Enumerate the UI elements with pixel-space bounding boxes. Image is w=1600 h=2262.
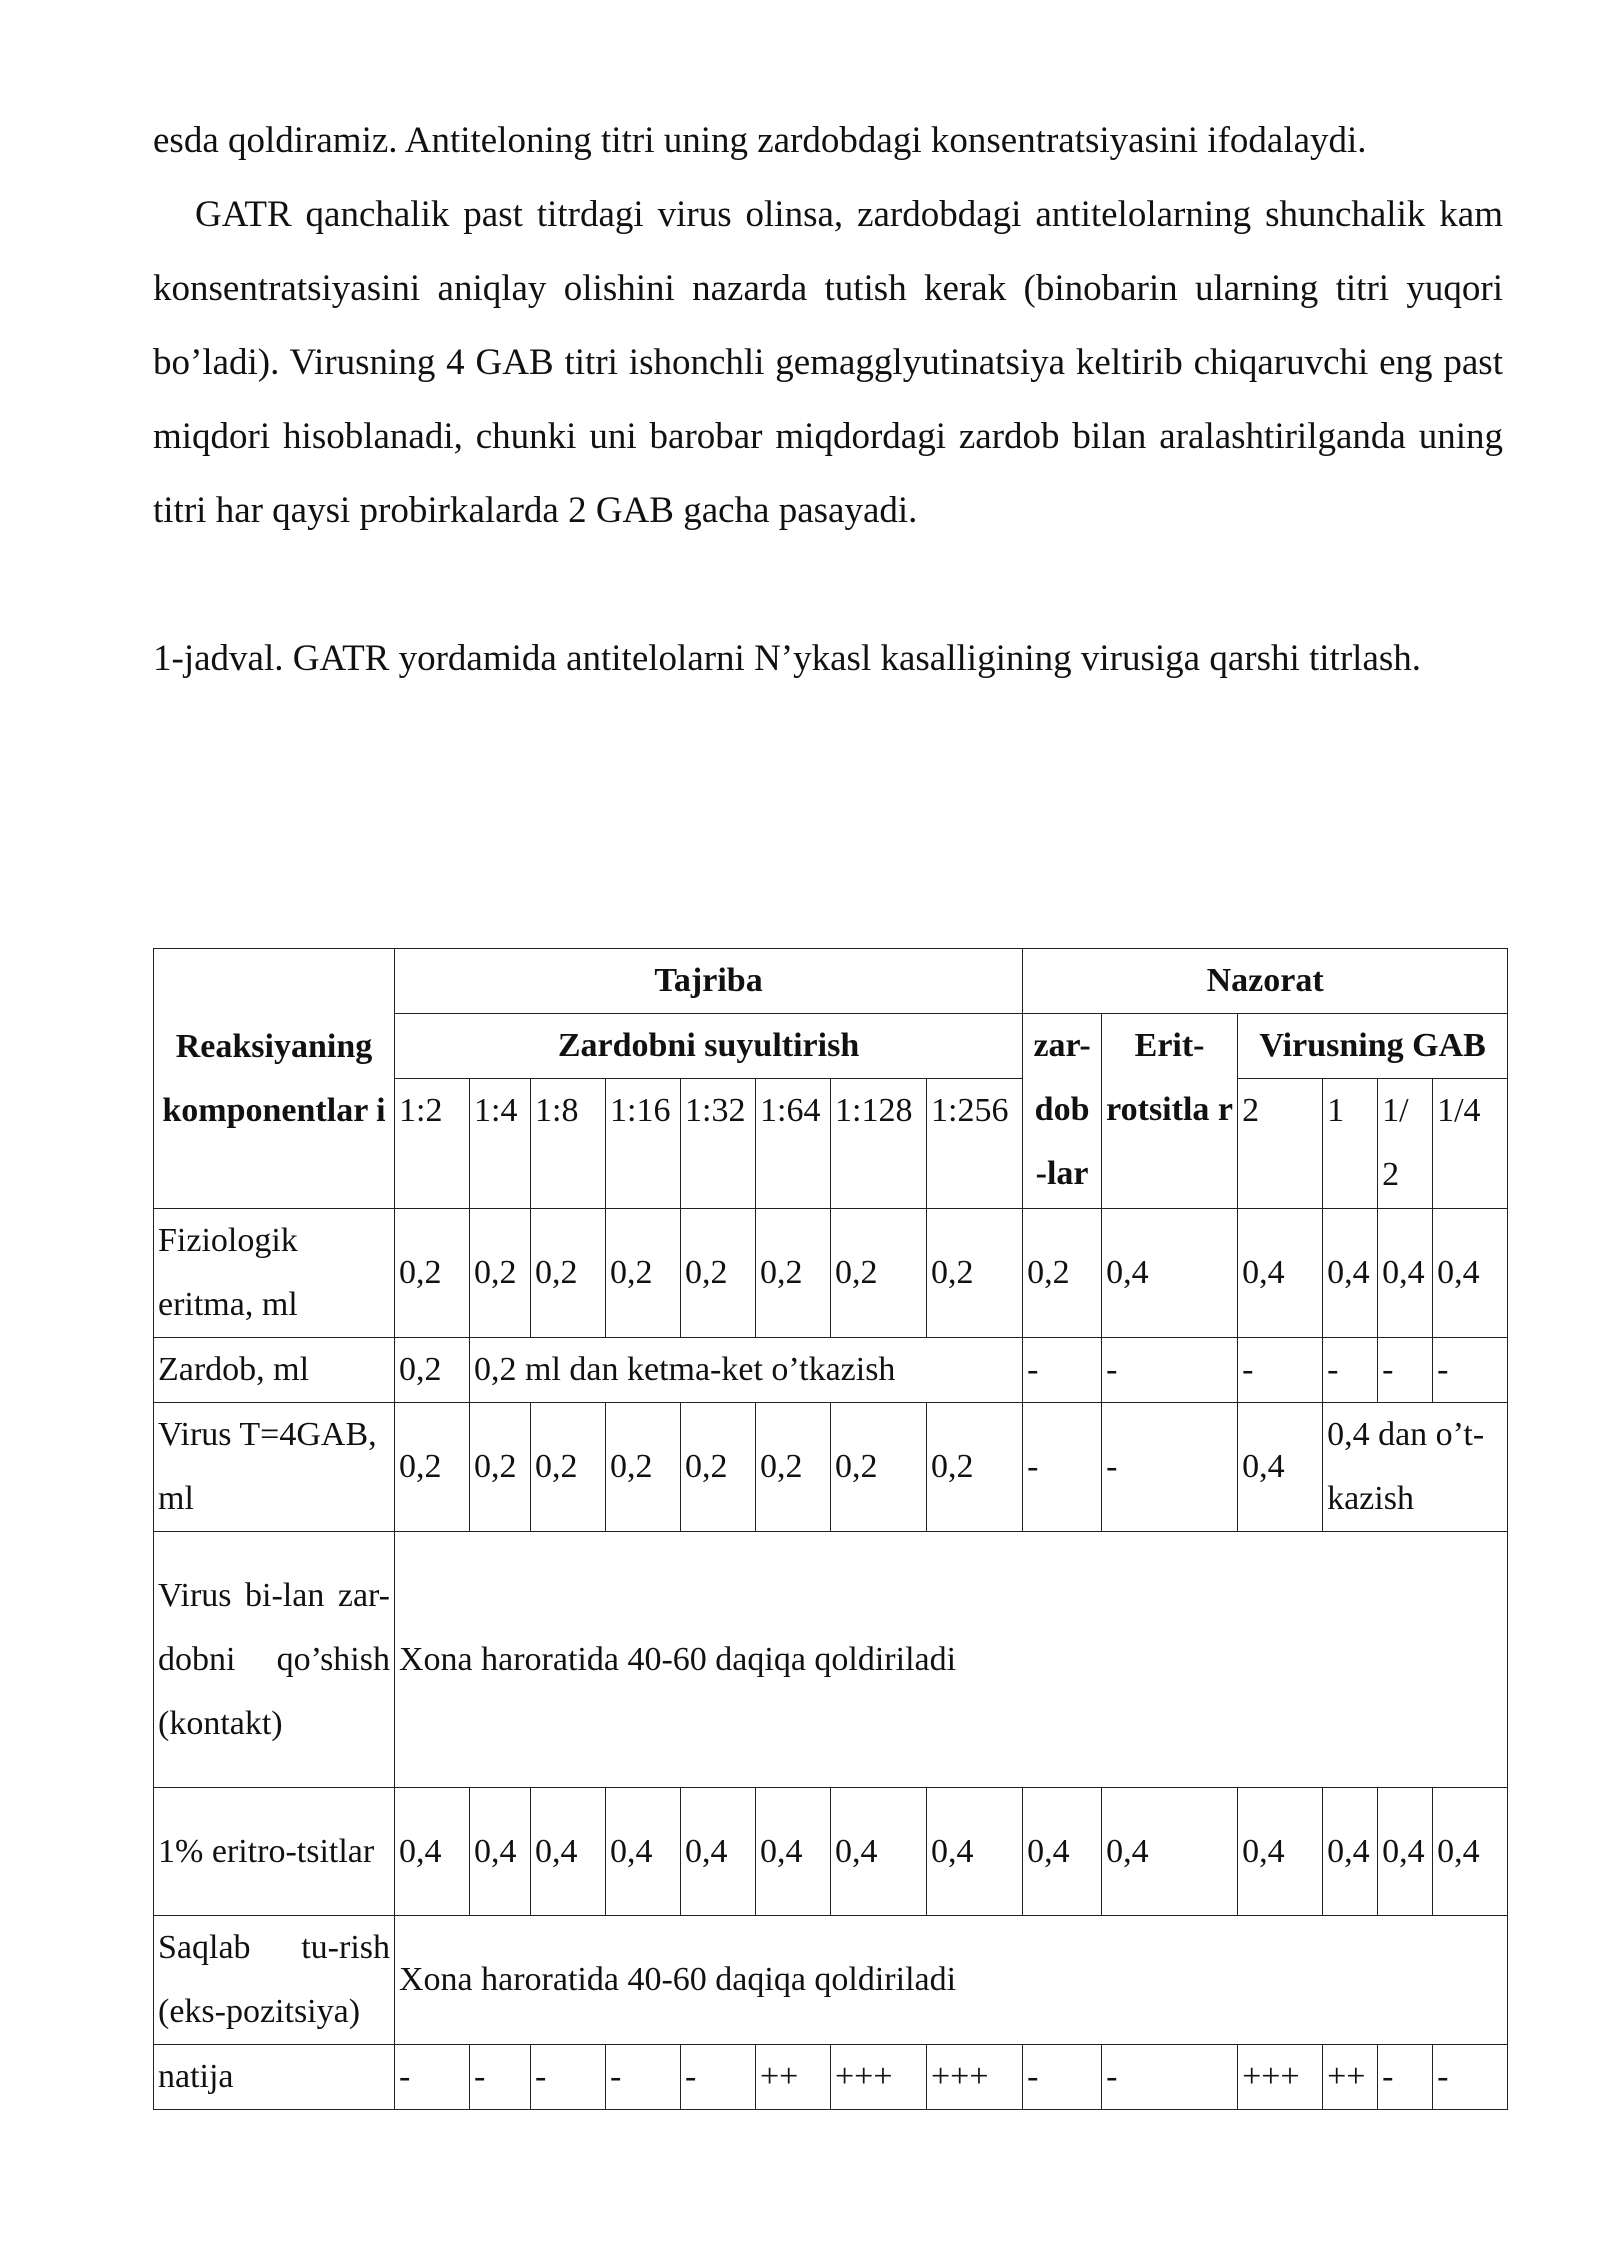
gab-level-cell: 1/ 2 <box>1378 1079 1433 1209</box>
table-cell: 0,2 <box>395 1338 470 1403</box>
table-cell: 0,2 <box>831 1209 927 1338</box>
table-cell: - <box>531 2045 606 2110</box>
dilution-cell: 1:16 <box>606 1079 681 1209</box>
table-cell: - <box>1023 1403 1102 1532</box>
row-label: 1% eritro-tsitlar <box>154 1788 395 1916</box>
table-cell: 0,4 <box>606 1788 681 1916</box>
dilution-cell: 1:2 <box>395 1079 470 1209</box>
table-cell: 0,4 <box>1023 1788 1102 1916</box>
row-label: natija <box>154 2045 395 2110</box>
table-cell: 0,4 <box>756 1788 831 1916</box>
erythrocytes-header: Erit-rotsitla r <box>1102 1014 1238 1209</box>
table-cell: 0,2 <box>606 1209 681 1338</box>
transfer-note: 0,4 dan o’t-kazish <box>1323 1403 1508 1532</box>
table-cell: 0,2 <box>927 1403 1023 1532</box>
table-cell: - <box>1102 1403 1238 1532</box>
table-cell: - <box>606 2045 681 2110</box>
table-cell: - <box>1238 1338 1323 1403</box>
gab-level-cell: 2 <box>1238 1079 1323 1209</box>
table-cell: 0,4 <box>1433 1209 1508 1338</box>
table-cell: ++ <box>1323 2045 1378 2110</box>
table-cell: 0,2 <box>531 1209 606 1338</box>
row-label: Virus T=4GAB, ml <box>154 1403 395 1532</box>
serums-header: zar-dob -lar <box>1023 1014 1102 1209</box>
table-cell: - <box>1378 1338 1433 1403</box>
table-cell: 0,2 <box>681 1403 756 1532</box>
table-cell: 0,4 <box>1238 1788 1323 1916</box>
dilution-cell: 1:256 <box>927 1079 1023 1209</box>
table-cell: - <box>1378 2045 1433 2110</box>
table-cell: 0,2 <box>756 1403 831 1532</box>
header-row-1 <box>154 949 1508 1014</box>
row-label: Zardob, ml <box>154 1338 395 1403</box>
corner-header: Reaksiyaning komponentlar i <box>154 949 395 1209</box>
table-cell: - <box>1023 2045 1102 2110</box>
row-label: Fiziologik eritma, ml <box>154 1209 395 1338</box>
table-cell: 0,2 <box>756 1209 831 1338</box>
transfer-note: 0,2 ml dan ketma-ket o’tkazish <box>470 1338 1023 1403</box>
table-row <box>154 2045 1508 2110</box>
table-cell: 0,2 <box>395 1403 470 1532</box>
titration-table <box>153 948 1508 2110</box>
merged-note: Xona haroratida 40-60 daqiqa qoldiriladi <box>395 1532 1508 1788</box>
table-cell: - <box>470 2045 531 2110</box>
table-cell: 0,4 <box>1378 1788 1433 1916</box>
table-cell: 0,4 <box>1238 1209 1323 1338</box>
gab-level-cell: 1 <box>1323 1079 1378 1209</box>
table-cell: 0,4 <box>1433 1788 1508 1916</box>
table-cell: +++ <box>1238 2045 1323 2110</box>
table-cell: - <box>1323 1338 1378 1403</box>
table-cell: - <box>1433 2045 1508 2110</box>
table-cell: 0,2 <box>831 1403 927 1532</box>
paragraph-1: esda qoldiramiz. Antiteloning titri uning zardobdagi konsentratsiyasini ifodalaydi. <box>153 120 1367 161</box>
table-cell: - <box>1023 1338 1102 1403</box>
table-cell: - <box>681 2045 756 2110</box>
document-page <box>153 0 1503 696</box>
table-cell: +++ <box>927 2045 1023 2110</box>
group-control-header: Nazorat <box>1023 949 1508 1014</box>
dilution-cell: 1:32 <box>681 1079 756 1209</box>
table-cell: 0,4 <box>1323 1209 1378 1338</box>
table-cell: 0,2 <box>1023 1209 1102 1338</box>
table-cell: ++ <box>756 2045 831 2110</box>
table-cell: 0,2 <box>395 1209 470 1338</box>
table-cell: 0,4 <box>681 1788 756 1916</box>
dilution-cell: 1:128 <box>831 1079 927 1209</box>
table-cell: 0,2 <box>681 1209 756 1338</box>
table-cell: 0,2 <box>470 1209 531 1338</box>
table-cell: - <box>1102 1338 1238 1403</box>
table-caption: 1-jadval. GATR yordamida antitelolarni N’ykasl kasalligining virusiga qarshi titrlash. <box>153 638 1422 679</box>
merged-note: Xona haroratida 40-60 daqiqa qoldiriladi <box>395 1916 1508 2045</box>
dilution-cell: 1:64 <box>756 1079 831 1209</box>
table-cell: 0,4 <box>1238 1403 1323 1532</box>
dilution-cell: 1:8 <box>531 1079 606 1209</box>
dilution-cell: 1:4 <box>470 1079 531 1209</box>
group-experiment-header: Tajriba <box>395 949 1023 1014</box>
gab-level-cell: 1/4 <box>1433 1079 1508 1209</box>
table-cell: 0,2 <box>470 1403 531 1532</box>
table-cell: 0,4 <box>1102 1788 1238 1916</box>
table-cell: 0,2 <box>927 1209 1023 1338</box>
table-cell: 0,4 <box>470 1788 531 1916</box>
dilution-header: Zardobni suyultirish <box>395 1014 1023 1079</box>
row-label: Virus bi-lan zar-dobni qo’shish (kontakt) <box>154 1532 395 1788</box>
table-cell: 0,4 <box>1323 1788 1378 1916</box>
table-cell: - <box>395 2045 470 2110</box>
table-cell: 0,4 <box>1378 1209 1433 1338</box>
table-row <box>154 1788 1508 1916</box>
table-cell: +++ <box>831 2045 927 2110</box>
table-cell: - <box>1433 1338 1508 1403</box>
table-cell: 0,2 <box>531 1403 606 1532</box>
table-row <box>154 1532 1508 1788</box>
virus-gab-header: Virusning GAB <box>1238 1014 1508 1079</box>
table-row <box>154 1209 1508 1338</box>
table-cell: 0,4 <box>395 1788 470 1916</box>
table-cell: 0,4 <box>831 1788 927 1916</box>
table-cell: 0,4 <box>927 1788 1023 1916</box>
table-cell: 0,4 <box>531 1788 606 1916</box>
table-row <box>154 1916 1508 2045</box>
table-cell: 0,4 <box>1102 1209 1238 1338</box>
table-row <box>154 1403 1508 1532</box>
row-label: Saqlab tu-rish (eks-pozitsiya) <box>154 1916 395 2045</box>
paragraph-2: GATR qanchalik past titrdagi virus olinsa, zardobdagi antitelolarning shunchalik kam konsentratsiyasini aniqlay olishini nazarda tutish kerak (binobarin ularning titri yuqori bo’ladi). Virusning 4 GAB titri ishonchli gemagglyutinatsiya keltirib chiqaruvchi eng past miqdori hisoblanadi, chunki uni barobar miqdordagi zardob bilan aralashtirilganda uning titri har qaysi probirkalarda 2 GAB gacha pasayadi. <box>153 194 1503 531</box>
table-cell: - <box>1102 2045 1238 2110</box>
table-row <box>154 1338 1508 1403</box>
table-cell: 0,2 <box>606 1403 681 1532</box>
